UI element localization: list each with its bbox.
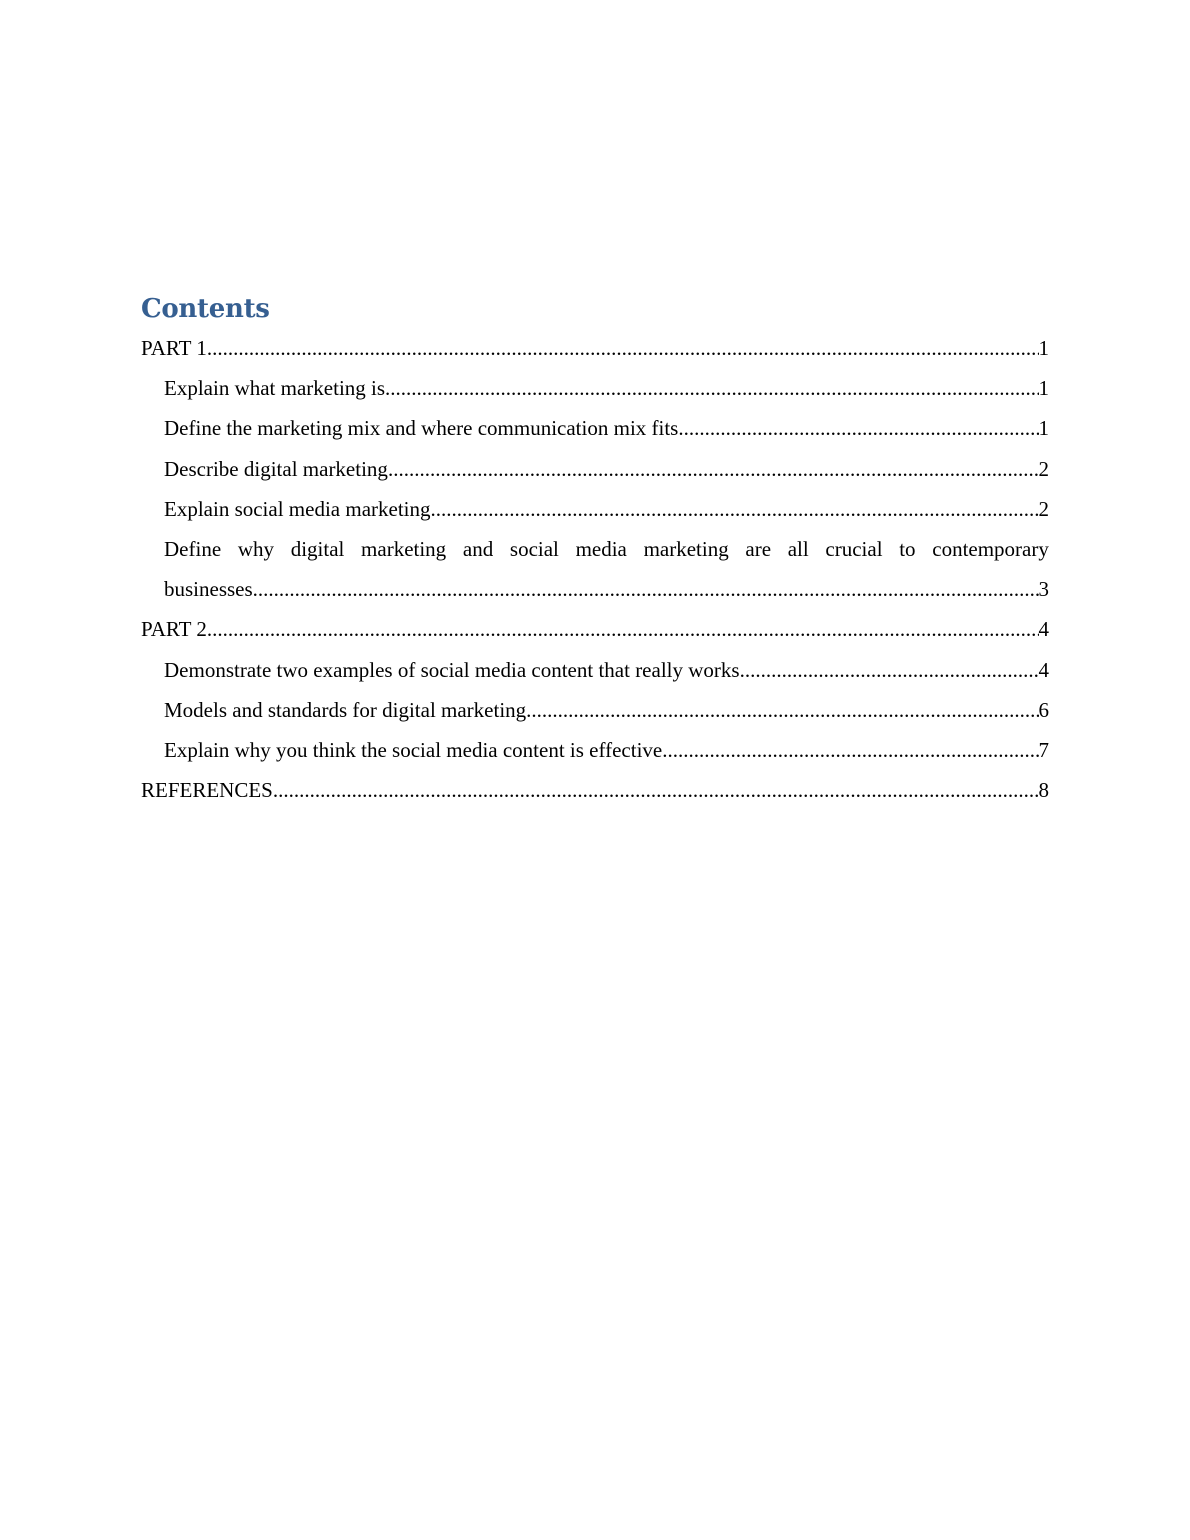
toc-dot-leader bbox=[662, 730, 1038, 770]
toc-entry-models-standards[interactable] bbox=[141, 690, 1049, 730]
toc-heading: Contents bbox=[141, 294, 270, 324]
toc-page-number: 1 bbox=[1038, 376, 1049, 401]
toc-entry-text: businesses bbox=[164, 577, 253, 602]
toc-entry-two-examples[interactable] bbox=[141, 650, 1049, 690]
toc-entry-text: Describe digital marketing bbox=[164, 456, 388, 481]
toc-word: marketing bbox=[643, 536, 729, 561]
toc-word: media bbox=[575, 536, 627, 561]
toc-entry-why-crucial[interactable] bbox=[141, 529, 1049, 609]
toc-dot-leader bbox=[207, 609, 1039, 649]
toc-entry-text: Explain why you think the social media content is effective bbox=[164, 737, 663, 762]
toc-entry-text: REFERENCES bbox=[141, 778, 273, 803]
toc-word: all bbox=[787, 536, 809, 561]
table-of-contents bbox=[141, 328, 1049, 810]
document-page bbox=[141, 290, 1049, 810]
toc-entry-text: PART 1 bbox=[141, 336, 207, 360]
toc-entry-text: PART 2 bbox=[141, 617, 207, 642]
toc-page-number: 4 bbox=[1038, 617, 1049, 642]
toc-dot-leader bbox=[207, 328, 1039, 368]
toc-dot-leader bbox=[740, 650, 1039, 690]
toc-dot-leader bbox=[678, 408, 1038, 448]
toc-word: and bbox=[462, 536, 494, 561]
toc-dot-leader bbox=[526, 690, 1038, 730]
toc-entry-content-effective[interactable] bbox=[141, 730, 1049, 770]
toc-entry-text-line-2 bbox=[164, 569, 1049, 609]
toc-entry-text: Explain social media marketing bbox=[164, 496, 431, 521]
toc-dot-leader bbox=[431, 489, 1039, 529]
toc-entry-explain-marketing[interactable] bbox=[141, 368, 1049, 408]
toc-entry-text: Define the marketing mix and where communication mix fits bbox=[164, 416, 679, 441]
toc-entry-text: Explain what marketing is bbox=[164, 376, 386, 401]
toc-page-number: 8 bbox=[1038, 778, 1049, 803]
toc-word: contemporary bbox=[932, 536, 1049, 561]
toc-entry-text: Models and standards for digital marketing bbox=[164, 697, 527, 722]
toc-dot-leader bbox=[253, 569, 1039, 609]
toc-entry-part-2[interactable] bbox=[141, 609, 1049, 649]
toc-word: digital bbox=[290, 536, 345, 561]
toc-page-number: 4 bbox=[1038, 657, 1049, 682]
toc-entry-part-1[interactable] bbox=[141, 328, 1049, 368]
toc-word: marketing bbox=[361, 536, 447, 561]
toc-entry-social-media-marketing[interactable] bbox=[141, 489, 1049, 529]
toc-entry-text: Demonstrate two examples of social media content that really works bbox=[164, 657, 740, 682]
toc-entry-references[interactable] bbox=[141, 770, 1049, 810]
toc-word: Define bbox=[164, 536, 222, 561]
toc-word: to bbox=[899, 536, 916, 561]
toc-page-number: 1 bbox=[1038, 336, 1049, 360]
toc-page-number: 6 bbox=[1038, 697, 1049, 722]
toc-word: crucial bbox=[825, 536, 883, 561]
toc-entry-text-line-1 bbox=[164, 529, 1049, 569]
toc-page-number: 7 bbox=[1038, 737, 1049, 762]
toc-page-number: 2 bbox=[1038, 496, 1049, 521]
toc-entry-marketing-mix[interactable] bbox=[141, 408, 1049, 448]
toc-page-number: 1 bbox=[1038, 416, 1049, 441]
toc-page-number: 3 bbox=[1038, 577, 1049, 602]
toc-dot-leader bbox=[388, 449, 1039, 489]
toc-word: social bbox=[509, 536, 559, 561]
toc-word: are bbox=[745, 536, 772, 561]
toc-dot-leader bbox=[273, 770, 1039, 810]
toc-entry-digital-marketing[interactable] bbox=[141, 449, 1049, 489]
toc-page-number: 2 bbox=[1038, 456, 1049, 481]
toc-word: why bbox=[237, 536, 274, 561]
toc-dot-leader bbox=[385, 368, 1038, 408]
